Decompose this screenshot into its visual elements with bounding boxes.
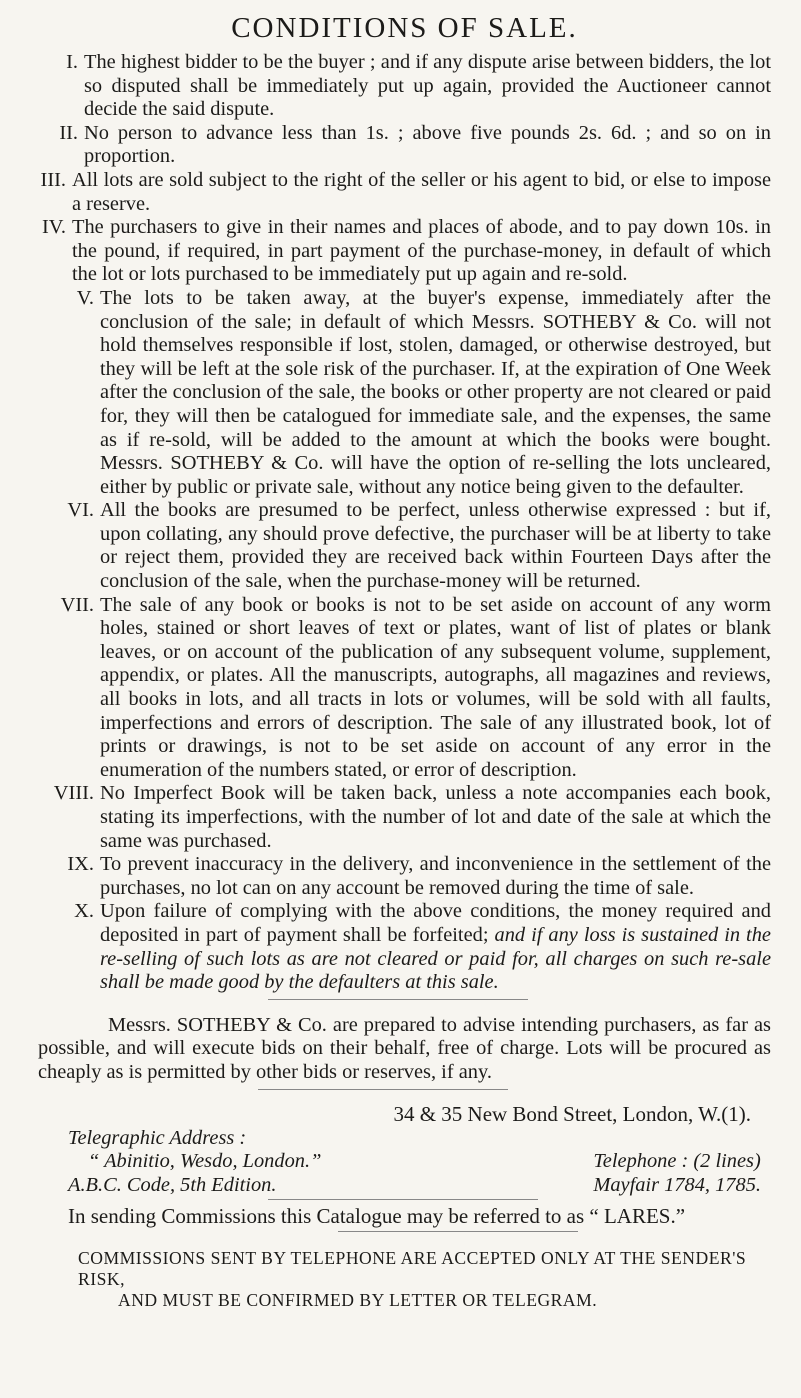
condition-text-italic: and if any loss is sustained in the re-selling of such lots as are not cleared or paid for, all charges on such re-sale shall be made good by the defaulters at this sale. <box>100 923 771 994</box>
divider <box>338 1231 578 1232</box>
telephone-block <box>593 1127 771 1198</box>
condition-text: The purchasers to give in their names and places of abode, and to pay down 10s. in the pound, if required, in part payment of the purchase-money, in default of which the lot or lots purchased to be immediately put up again and re-sold. <box>72 216 771 286</box>
condition-item <box>38 51 771 122</box>
condition-text: No person to advance less than 1s. ; above five pounds 2s. 6d. ; and so on in proportion. <box>84 121 771 168</box>
condition-text: To prevent inaccuracy in the delivery, and inconvenience in the settlement of the purchases, no lot can on any account be removed during the time of sale. <box>100 853 771 899</box>
condition-item <box>38 853 771 900</box>
condition-number: VIII. <box>53 782 94 805</box>
warning-line-2: AND MUST BE CONFIRMED BY LETTER OR TELEGRAM. <box>118 1290 598 1311</box>
conditions-list <box>38 51 771 995</box>
condition-item <box>38 122 771 169</box>
divider <box>268 1199 538 1200</box>
condition-item <box>38 594 771 783</box>
telegraphic-block <box>38 1127 321 1198</box>
condition-number: III. <box>40 168 66 191</box>
warning-line-1: COMMISSIONS SENT BY TELEPHONE ARE ACCEPTED ONLY AT THE SENDER'S RISK, <box>78 1248 747 1290</box>
condition-text-roman: Upon failure of complying with the above conditions, the money required and deposited in part of payment shall be forfeited; <box>100 900 771 946</box>
advisory-note: Messrs. SOTHEBY & Co. are prepared to advise intending purchasers, as far as possible, and will execute bids on their behalf, free of charge. Lots will be procured as cheaply as is permitted by other bids or reserves, if any. <box>38 1013 771 1083</box>
telegraphic-value: “ Abinitio, Wesdo, London.” <box>88 1150 322 1173</box>
condition-item <box>38 169 771 216</box>
condition-number: VI. <box>67 499 94 522</box>
condition-text <box>100 900 771 994</box>
condition-text: The lots to be taken away, at the buyer's expense, immediately after the conclusion of the sale; in default of which Messrs. SOTHEBY & Co. will not hold themselves responsible if lost, stolen, damaged, or otherwise destroyed, but they will be left at the sole risk of the purchaser. If, at the expiration of One Week after the conclusion of the sale, the books or other property are not cleared or paid for, they will then be catalogued for immediate sale, and the expenses, the same as if re-sold, will be added to the amount at which the books were bought. Messrs. SOTHEBY & Co. will have the option of re-selling the lots uncleared, either by public or private sale, without any notice being given to the defaulter. <box>100 286 771 498</box>
condition-item <box>38 287 771 499</box>
condition-item <box>38 900 771 994</box>
condition-item <box>38 782 771 853</box>
telephone-warning <box>38 1248 771 1311</box>
contact-block <box>38 1127 771 1198</box>
condition-number: VII. <box>60 593 94 616</box>
condition-number: I. <box>66 51 78 73</box>
catalogue-reference-note: In sending Commissions this Catalogue may be referred to as “ LARES.” <box>68 1204 686 1229</box>
condition-number: V. <box>76 286 94 309</box>
telephone-value: Mayfair 1784, 1785. <box>593 1173 761 1196</box>
condition-text: No Imperfect Book will be taken back, unless a note accompanies each book, stating its imperfections, with the number of lot and date of the sale at which the same was purchased. <box>100 782 771 852</box>
code-edition: A.B.C. Code, 5th Edition. <box>68 1173 277 1196</box>
telegraphic-label: Telegraphic Address : <box>68 1126 247 1149</box>
telephone-label: Telephone : (2 lines) <box>593 1150 761 1173</box>
spacer <box>593 1127 761 1151</box>
condition-number: II. <box>59 121 78 144</box>
condition-text: The sale of any book or books is not to be set aside on account of any worm holes, stained or short leaves of text or plates, want of list of plates or blank leaves, or on account of the publication of any subsequent volume, supplement, appendix, or plates. All the manuscripts, autographs, all magazines and reviews, all books in lots, and all tracts in lots or volumes, will be sold with all faults, imperfections and errors of description. The sale of any illustrated book, lot of prints or drawings, is not to be set aside on account of any error in the enumeration of the numbers stated, or error of description. <box>100 593 771 781</box>
condition-item <box>38 499 771 593</box>
street-address: 34 & 35 New Bond Street, London, W.(1). <box>393 1101 751 1126</box>
condition-item <box>38 216 771 287</box>
condition-number: IX. <box>67 853 94 876</box>
condition-text: All the books are presumed to be perfect, unless otherwise expressed : but if, upon collating, any should prove defective, the purchaser will be at liberty to take or reject them, provided they are received back within Fourteen Days after the conclusion of the sale, when the purchase-money will be returned. <box>100 499 771 593</box>
condition-number: X. <box>74 900 94 923</box>
page-title: CONDITIONS OF SALE. <box>231 12 578 44</box>
divider <box>268 999 528 1000</box>
condition-text: The highest bidder to be the buyer ; and if any dispute arise between bidders, the lot so disputed shall be immediately put up again, provided the Auctioneer cannot decide the said dispute. <box>84 51 771 121</box>
condition-text: All lots are sold subject to the right of the seller or his agent to bid, or else to impose a reserve. <box>72 168 771 215</box>
condition-number: IV. <box>42 216 66 239</box>
divider <box>258 1089 508 1090</box>
